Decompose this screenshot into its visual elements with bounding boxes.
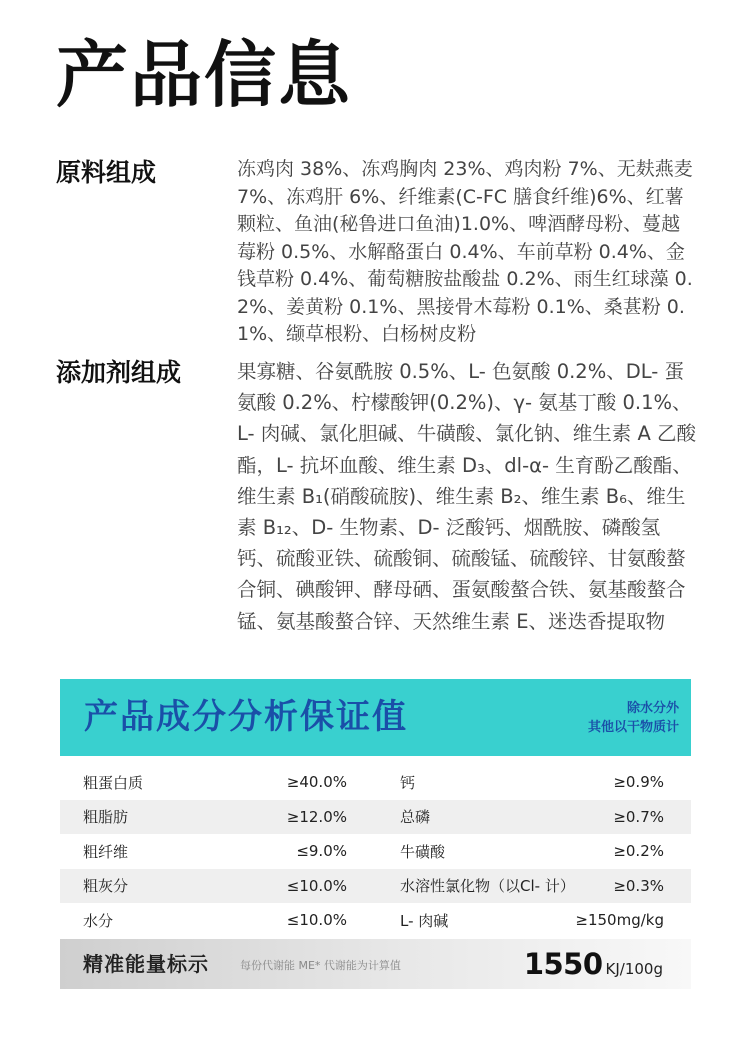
nutrient-name: 粗脂肪 [83, 808, 129, 827]
nutrient-name: 粗灰分 [83, 877, 129, 896]
raw-materials-text: 冻鸡肉 38%、冻鸡胸肉 23%、鸡肉粉 7%、无麸燕麦 7%、冻鸡肝 6%、纤维素(C-FC 膳食纤维)6%、红薯颗粒、鱼油(秘鲁进口鱼油)1.0%、啤酒酵母粉、蔓越莓粉 0.5%、水解酪蛋白 0.4%、车前草粉 0.4%、金钱草粉 0.4%、葡萄糖胺盐酸盐 0.2%、雨生红球藻 0.2%、姜黄粉 0.1%、黑接骨木莓粉 0.1%、桑葚粉 0.1%、缬草根粉、白杨树皮粉 [237, 158, 693, 345]
nutrient-value: ≥0.3% [613, 876, 664, 895]
nutrient-value: ≥150mg/kg [575, 911, 664, 930]
energy-label: 精准能量标示 [83, 951, 209, 976]
guarantee-table [60, 679, 691, 989]
nutrient-name: 水溶性氯化物（以Cl- 计） [400, 877, 575, 896]
guarantee-note-line1: 除水分外 [626, 701, 679, 716]
table-row [60, 765, 691, 800]
nutrient-name: 钙 [400, 773, 416, 792]
energy-value [524, 945, 663, 983]
raw-materials-label: 原料组成 [56, 158, 157, 187]
nutrient-value: ≥40.0% [286, 773, 347, 792]
nutrient-value: ≥0.9% [613, 773, 664, 792]
nutrient-name: L- 肉碱 [400, 911, 449, 930]
table-row [60, 869, 691, 904]
additives-text: 果寡糖、谷氨酰胺 0.5%、L- 色氨酸 0.2%、DL- 蛋氨酸 0.2%、柠檬酸钾(0.2%)、γ- 氨基丁酸 0.1%、L- 肉碱、氯化胆碱、牛磺酸、氯化钠、维生素 A 乙酸酯，L- 抗坏血酸、维生素 D₃、dl-α- 生育酚乙酸酯、维生素 B₁(硝酸硫胺)、维生素 B₂、维生素 B₆、维生素 B₁₂、D- 生物素、D- 泛酸钙、烟酰胺、磷酸氢钙、硫酸亚铁、硫酸铜、硫酸锰、硫酸锌、甘氨酸螯合铜、碘酸钾、酵母硒、蛋氨酸螯合铁、氨基酸螯合锰、氨基酸螯合锌、天然维生素 E、迷迭香提取物 [237, 360, 696, 633]
energy-bar [60, 939, 691, 989]
nutrient-value: ≥12.0% [286, 807, 347, 826]
nutrient-name: 粗蛋白质 [83, 773, 144, 792]
nutrient-name: 牛磺酸 [400, 842, 446, 861]
table-row [60, 800, 691, 835]
nutrient-value: ≥0.7% [613, 807, 664, 826]
guarantee-note [588, 699, 679, 737]
guarantee-title: 产品成分分析保证值 [84, 697, 408, 737]
table-row [60, 834, 691, 869]
nutrient-value: ≥0.2% [613, 842, 664, 861]
nutrient-value: ≤9.0% [296, 842, 347, 861]
raw-materials-section [56, 156, 706, 345]
additives-section [56, 356, 706, 646]
page-title: 产品信息 [56, 33, 353, 117]
table-row [60, 903, 691, 938]
energy-unit: KJ/100g [605, 959, 663, 978]
nutrient-name: 总磷 [400, 808, 431, 827]
nutrient-name: 粗纤维 [83, 842, 129, 861]
nutrient-name: 水分 [83, 911, 114, 930]
nutrient-value: ≤10.0% [286, 876, 347, 895]
nutrient-value: ≤10.0% [286, 911, 347, 930]
energy-note: 每份代谢能 ME* 代谢能为计算值 [240, 958, 401, 972]
energy-number: 1550 [523, 946, 603, 981]
additives-label: 添加剂组成 [56, 358, 182, 387]
guarantee-header [60, 679, 691, 756]
guarantee-rows [60, 765, 691, 938]
guarantee-note-line2: 其他以干物质计 [587, 720, 679, 735]
